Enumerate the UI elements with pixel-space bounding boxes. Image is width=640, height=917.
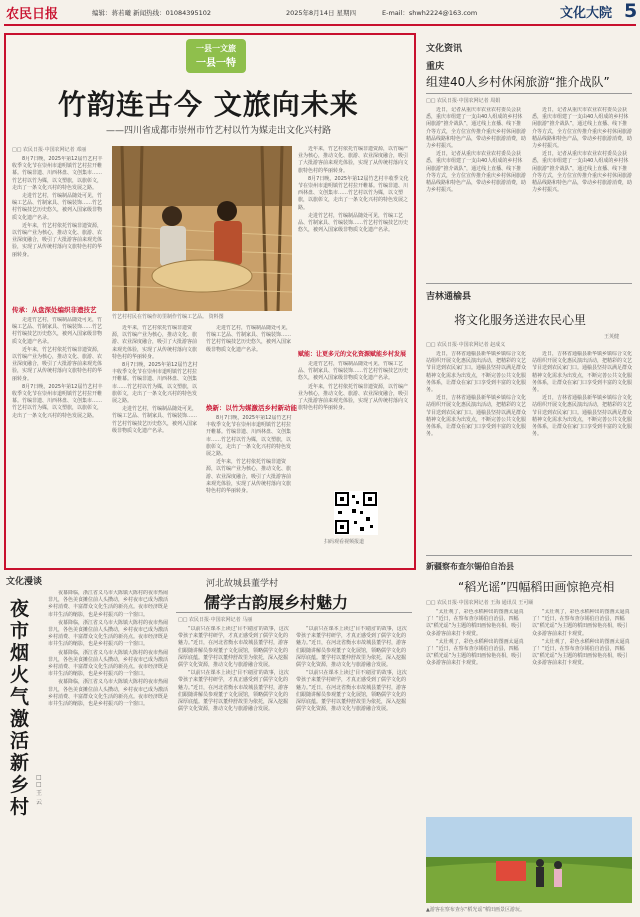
qr-code-icon xyxy=(334,491,378,535)
feature-byline: □□ 农民日报·中国农网记者 邓丽 xyxy=(12,147,87,153)
body-chongqing-col2 xyxy=(532,107,632,277)
dongxue-place: 河北故城县董学村 xyxy=(206,579,279,589)
divider xyxy=(426,283,632,284)
feature-body-col1 xyxy=(12,156,106,303)
photo-caption: 竹艺村村民在竹编作坊里制作竹编工艺品。 资料图 xyxy=(112,314,224,320)
feature-body-col3 xyxy=(206,325,294,401)
feature-title: 竹韵连古今 文旅向未来 xyxy=(58,88,359,121)
bamboo-scene-image xyxy=(112,146,292,311)
paragraph: 近日，记者从重庆市农业农村委员会获悉，重庆市组建了一支由40人组成的乡村休闲旅游“推介战队”，通过线上直播、线下推介等方式，全方位宣传推介重庆乡村休闲旅游精品线路和特色产品，带动乡村旅游消费，助力乡村振兴。 xyxy=(532,151,632,194)
paragraph: 近年来，竹艺村依托竹编非遗资源，以竹编产业为核心，推动文化、旅游、农业深度融合，吸引了大批游客前来观光体验，实现了从传统村落向文旅特色村的华丽转身。 xyxy=(206,459,292,495)
subhead-heritage: 传承：从盘深处编织非遗技艺 xyxy=(12,306,97,314)
paragraph: 走进竹艺村，竹编制品随处可见，竹编工艺品、竹制家具、竹编装饰……竹艺村竹编技艺历史悠久，被列入国家级非物质文化遗产名录。 xyxy=(298,212,409,234)
paragraph: 近年来，竹艺村依托竹编非遗资源，以竹编产业为核心，推动文化、旅游、农业深度融合，吸引了大批游客前来观光体验，实现了从传统村落向文旅特色村的华丽转身。 xyxy=(12,222,103,258)
headline-chabuchaer: “稻光谣”四幅稻田画惊艳亮相 xyxy=(458,580,615,594)
paragraph: 夜幕降临，浙江省义乌市大陈镇大陈村的夜市热闹非凡，各色美食摊位前人头攒动，乡村夜市已成为激活乡村消费、丰富群众文化生活的新亮点。夜市经济既是市井生活的缩影，也是乡村振兴的一个窗口。 xyxy=(48,590,168,618)
paragraph: 夜幕降临，浙江省义乌市大陈镇大陈村的夜市热闹非凡，各色美食摊位前人头攒动，乡村夜市已成为激活乡村消费、丰富群众文化生活的新亮点。夜市经济既是市井生活的缩影，也是乡村振兴的一个窗口。 xyxy=(48,649,168,678)
paragraph: 夜幕降临，浙江省义乌市大陈镇大陈村的夜市热闹非凡，各色美食摊位前人头攒动，乡村夜市已成为激活乡村消费、丰富群众文化生活的新亮点。夜市经济既是市井生活的缩影，也是乡村振兴的一个窗口。 xyxy=(48,679,168,708)
section-name: 文化大院 xyxy=(560,6,613,21)
divider xyxy=(176,612,412,613)
paragraph: 8月7日晚，2025年第12届竹艺村丰收季文化节在崇州市道明镇竹艺村拉开帷幕。竹编非遗、川西林盘、文创集市……竹艺村以竹为媒，以文塑旅，以旅彰文，走出了一条文化兴村的特色发展之路。 xyxy=(298,175,409,211)
paragraph: 近日，吉林省通榆县新华镇乡镇综合文化站组织开展文化惠民演出活动，把精彩的文艺节目送到农民家门口。通榆县坚持以满足群众精神文化需求为出发点，不断完善公共文化服务体系，让群众在家门口享受到丰富的文化服务。 xyxy=(426,395,526,438)
paragraph: 近日，吉林省通榆县新华镇乡镇综合文化站组织开展文化惠民演出活动，把精彩的文艺节目送到农民家门口。通榆县坚持以满足群众精神文化需求为出发点，不断完善公共文化服务体系，让群众在家门口享受到丰富的文化服务。 xyxy=(532,395,632,438)
subhead-renewal: 焕新：以竹为媒激活乡村新动能 xyxy=(206,404,297,412)
paragraph: “太壮观了，彩色水稻种出的图画太逼真了！”近日，在察布查尔锡伯自治县，四幅以“稻光谣”为主题的稻田画惊艳亮相，吸引众多游客前来打卡观赏。 xyxy=(426,638,524,667)
paragraph: 近日，记者从重庆市农业农村委员会获悉，重庆市组建了一支由40人组成的乡村休闲旅游“推介战队”，通过线上直播、线下推介等方式，全方位宣传推介重庆乡村休闲旅游精品线路和特色产品，带动乡村旅游消费，助力乡村振兴。 xyxy=(426,107,526,150)
paragraph: “以前只在课本上读过‘目不窥园’的故事，这次带孩子来董学村研学，才真正感受到了儒学文化的魅力。”近日，在河北省衡水市故城县董学村，游客们跟随讲解员参观董子文化展馆，领略儒学文化的深厚底蕴。董学村以董仲舒故里为依托，深入挖掘儒学文化资源，推动文化与旅游融合发展。 xyxy=(178,670,289,713)
paragraph: 8月7日晚，2025年第12届竹艺村丰收季文化节在崇州市道明镇竹艺村拉开帷幕。竹编非遗、川西林盘、文创集市……竹艺村以竹为媒，以文塑旅，以旅彰文，走出了一条文化兴村的特色发展之路。 xyxy=(206,415,292,458)
paragraph: “太壮观了，彩色水稻种出的图画太逼真了！”近日，在察布查尔锡伯自治县，四幅以“稻光谣”为主题的稻田画惊艳亮相，吸引众多游客前来打卡观赏。 xyxy=(532,609,630,637)
feature-body-col4 xyxy=(298,146,410,346)
night-market-body xyxy=(48,590,168,910)
badge-top: 一县一文旅 xyxy=(196,44,236,53)
paragraph: 8月7日晚，2025年第12届竹艺村丰收季文化节在崇州市道明镇竹艺村拉开帷幕。竹编非遗、川西林盘、文创集市……竹艺村以竹为媒，以文塑旅，以旅彰文，走出了一条文化兴村的特色发展之路。 xyxy=(12,383,103,419)
byline-chabuchaer: □□ 农民日报·中国农网记者 王海 通讯员 王可颐 xyxy=(426,600,534,606)
qr-code[interactable] xyxy=(334,491,378,535)
dongxue-title: 儒学古韵展乡村魅力 xyxy=(204,593,349,612)
feature-badge xyxy=(186,39,246,73)
byline-chongqing: □□ 农民日报·中国农网记者 周娟 xyxy=(426,98,501,104)
place-chongqing: 重庆 xyxy=(426,62,445,72)
divider xyxy=(426,555,632,556)
author-tongyu: 王英健 xyxy=(604,334,620,340)
section-tag-commentary: 文化漫谈 xyxy=(6,577,43,587)
paragraph: 近日，记者从重庆市农业农村委员会获悉，重庆市组建了一支由40人组成的乡村休闲旅游“推介战队”，通过线上直播、线下推介等方式，全方位宣传推介重庆乡村休闲旅游精品线路和特色产品，带动乡村旅游消费，助力乡村振兴。 xyxy=(532,107,632,150)
dongxue-byline: □□ 农民日报·中国农网记者 马丽 xyxy=(178,617,253,623)
night-market-title: 夜市烟火气激活新乡村 xyxy=(10,598,30,818)
body-chongqing-col1 xyxy=(426,107,526,277)
edition-info: 编辑：蒋若曦 新闻热线：01084395102 xyxy=(92,9,212,17)
date-info: 2025年8月14日 星期四 xyxy=(286,9,357,17)
feature-body-col4b xyxy=(298,361,410,481)
headline-chongqing: 组建40人乡村休闲旅游“推介战队” xyxy=(426,75,610,89)
divider xyxy=(426,93,632,94)
paragraph: 走进竹艺村，竹编制品随处可见，竹编工艺品、竹制家具、竹编装饰……竹艺村竹编技艺历史悠久，被列入国家级非物质文化遗产名录。 xyxy=(112,406,198,434)
byline-tongyu: □□ 农民日报·中国农网记者 赵成义 xyxy=(426,342,506,348)
paragraph: 8月7日晚，2025年第12届竹艺村丰收季文化节在崇州市道明镇竹艺村拉开帷幕。竹编非遗、川西林盘、文创集市……竹艺村以竹为媒，以文塑旅，以旅彰文，走出了一条文化兴村的特色发展之路。 xyxy=(12,156,103,191)
badge-bottom: 一县一特 xyxy=(196,58,236,69)
headline-tongyu: 将文化服务送进农民心里 xyxy=(454,313,587,327)
paragraph: 近年来，竹艺村依托竹编非遗资源，以竹编产业为核心，推动文化、旅游、农业深度融合，吸引了大批游客前来观光体验，实现了从传统村落向文旅特色村的华丽转身。 xyxy=(298,383,409,412)
feature-photo xyxy=(112,146,292,311)
paragraph: “以前只在课本上读过‘目不窥园’的故事，这次带孩子来董学村研学，才真正感受到了儒学文化的魅力。”近日，在河北省衡水市故城县董学村，游客们跟随讲解员参观董子文化展馆，领略儒学文化的深厚底蕴。董学村以董仲舒故里为依托，深入挖掘儒学文化资源，推动文化与旅游融合发展。 xyxy=(178,626,289,669)
feature-article xyxy=(4,33,416,570)
dongxue-article xyxy=(176,574,416,917)
paragraph: 走进竹艺村，竹编制品随处可见，竹编工艺品、竹制家具、竹编装饰……竹艺村竹编技艺历史悠久，被列入国家级非物质文化遗产名录。 xyxy=(206,325,292,353)
paragraph: “以前只在课本上读过‘目不窥园’的故事，这次带孩子来董学村研学，才真正感受到了儒学文化的魅力。”近日，在河北省衡水市故城县董学村，游客们跟随讲解员参观董子文化展馆，领略儒学文化的深厚底蕴。董学村以董仲舒故里为依托，深入挖掘儒学文化资源，推动文化与旅游融合发展。 xyxy=(296,626,407,669)
paragraph: 近日，吉林省通榆县新华镇乡镇综合文化站组织开展文化惠民演出活动，把精彩的文艺节目送到农民家门口。通榆县坚持以满足群众精神文化需求为出发点，不断完善公共文化服务体系，让群众在家门口享受到丰富的文化服务。 xyxy=(532,351,632,394)
paragraph: “以前只在课本上读过‘目不窥园’的故事，这次带孩子来董学村研学，才真正感受到了儒学文化的魅力。”近日，在河北省衡水市故城县董学村，游客们跟随讲解员参观董子文化展馆，领略儒学文化的深厚底蕴。董学村以董仲舒故里为依托，深入挖掘儒学文化资源，推动文化与旅游融合发展。 xyxy=(296,670,407,713)
rice-field-photo xyxy=(426,817,632,903)
paragraph: 近年来，竹艺村依托竹编非遗资源，以竹编产业为核心，推动文化、旅游、农业深度融合，吸引了大批游客前来观光体验，实现了从传统村落向文旅特色村的华丽转身。 xyxy=(12,346,103,382)
paragraph: 走进竹艺村，竹编制品随处可见，竹编工艺品、竹制家具、竹编装饰……竹艺村竹编技艺历史悠久，被列入国家级非物质文化遗产名录。 xyxy=(298,361,409,382)
right-column xyxy=(424,33,636,917)
paragraph: 近年来，竹艺村依托竹编非遗资源，以竹编产业为核心，推动文化、旅游、农业深度融合，吸引了大批游客前来观光体验，实现了从传统村落向文旅特色村的华丽转身。 xyxy=(298,146,409,174)
paragraph: 近日，吉林省通榆县新华镇乡镇综合文化站组织开展文化惠民演出活动，把精彩的文艺节目送到农民家门口。通榆县坚持以满足群众精神文化需求为出发点，不断完善公共文化服务体系，让群众在家门口享受到丰富的文化服务。 xyxy=(426,351,526,394)
feature-body-col2 xyxy=(112,325,200,563)
paragraph: 8月7日晚，2025年第12届竹艺村丰收季文化节在崇州市道明镇竹艺村拉开帷幕。竹编非遗、川西林盘、文创集市……竹艺村以竹为媒，以文塑旅，以旅彰文，走出了一条文化兴村的特色发展之路。 xyxy=(112,362,198,405)
masthead xyxy=(0,0,640,30)
body-tongyu-col2 xyxy=(532,351,632,551)
rice-paddy-image xyxy=(426,817,632,903)
paragraph: 近日，记者从重庆市农业农村委员会获悉，重庆市组建了一支由40人组成的乡村休闲旅游“推介战队”，通过线上直播、线下推介等方式，全方位宣传推介重庆乡村休闲旅游精品线路和特色产品，带动乡村旅游消费，助力乡村振兴。 xyxy=(426,151,526,194)
body-chabuchaer-col1 xyxy=(426,609,526,813)
body-chabuchaer-col2 xyxy=(532,609,632,813)
page-number: 5 xyxy=(624,0,638,22)
paper-name: 农民日报 xyxy=(6,7,59,22)
feature-subtitle: ——四川省成都市崇州市竹艺村以竹为媒走出文化兴村路 xyxy=(106,126,332,136)
rice-photo-caption: ▲游客在察布查尔“稻光谣”稻田画景区游玩。 xyxy=(426,907,526,913)
dongxue-body-col2 xyxy=(296,626,410,912)
night-market-column xyxy=(4,574,172,917)
section-tag-culture-news: 文化资讯 xyxy=(426,44,463,54)
paragraph: 夜幕降临，浙江省义乌市大陈镇大陈村的夜市热闹非凡，各色美食摊位前人头攒动，乡村夜市已成为激活乡村消费、丰富群众文化生活的新亮点。夜市经济既是市井生活的缩影，也是乡村振兴的一个窗口。 xyxy=(48,619,168,648)
feature-body-col1b xyxy=(12,317,106,563)
paragraph: “太壮观了，彩色水稻种出的图画太逼真了！”近日，在察布查尔锡伯自治县，四幅以“稻光谣”为主题的稻田画惊艳亮相，吸引众多游客前来打卡观赏。 xyxy=(532,638,630,667)
dongxue-body-col1 xyxy=(178,626,290,912)
paragraph: 近年来，竹艺村依托竹编非遗资源，以竹编产业为核心，推动文化、旅游、农业深度融合，吸引了大批游客前来观光体验，实现了从传统村落向文旅特色村的华丽转身。 xyxy=(112,325,198,360)
email-info: E-mail：shwh2224@163.com xyxy=(382,9,478,17)
night-market-byline: □□ 王云 xyxy=(36,774,43,806)
masthead-rule xyxy=(4,24,636,26)
qr-caption: 扫码观看视频报道 xyxy=(324,539,365,545)
paragraph: 走进竹艺村，竹编制品随处可见，竹编工艺品、竹制家具、竹编装饰……竹艺村竹编技艺历史悠久，被列入国家级非物质文化遗产名录。 xyxy=(12,193,103,221)
paragraph: “太壮观了，彩色水稻种出的图画太逼真了！”近日，在察布查尔锡伯自治县，四幅以“稻光谣”为主题的稻田画惊艳亮相，吸引众多游客前来打卡观赏。 xyxy=(426,609,524,637)
feature-body-col3b xyxy=(206,415,294,563)
body-tongyu-col1 xyxy=(426,351,526,551)
subhead-empower: 赋能：让更多元的文化资源赋能乡村发展 xyxy=(298,351,407,358)
place-tongyu: 吉林通榆县 xyxy=(426,292,472,302)
place-chabuchaer: 新疆察布查尔锡伯自治县 xyxy=(426,562,514,571)
paragraph: 走进竹艺村，竹编制品随处可见，竹编工艺品、竹制家具、竹编装饰……竹艺村竹编技艺历史悠久，被列入国家级非物质文化遗产名录。 xyxy=(12,317,103,345)
